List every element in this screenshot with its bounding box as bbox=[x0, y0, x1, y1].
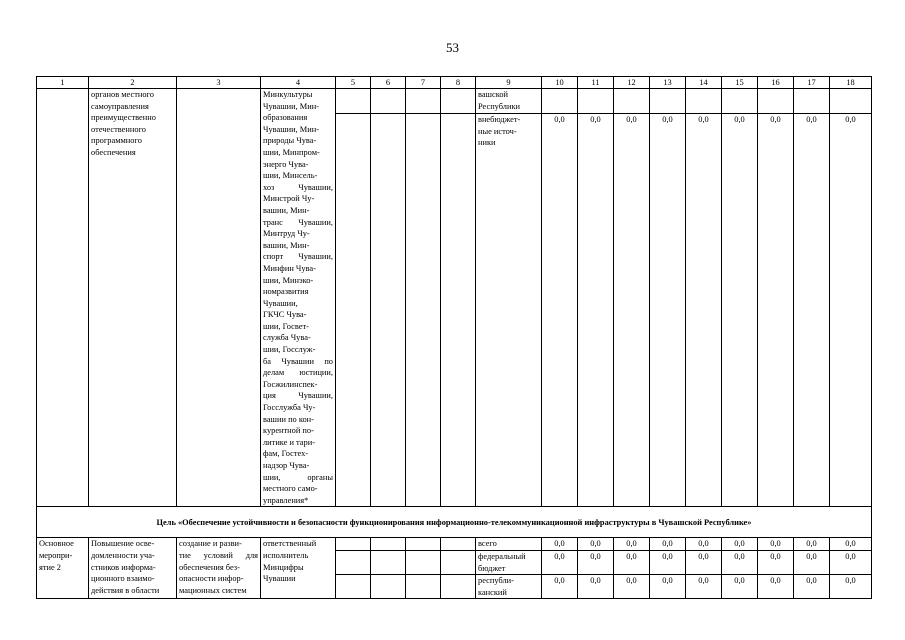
empty-cell bbox=[614, 89, 650, 114]
empty-cell bbox=[177, 89, 261, 507]
value-cell: 0,0 bbox=[686, 550, 722, 574]
goal-row bbox=[37, 507, 872, 538]
empty-cell bbox=[336, 89, 371, 114]
purpose-cell: создание и разви- тие условий для обеспечения без- опасности инфор- мационных систем bbox=[177, 538, 261, 599]
empty-cell bbox=[578, 89, 614, 114]
empty-cell bbox=[441, 550, 476, 574]
value-cell: 0,0 bbox=[758, 575, 794, 599]
header-cell: 1 bbox=[37, 77, 89, 89]
value-cell: 0,0 bbox=[686, 575, 722, 599]
value-cell: 0,0 bbox=[614, 575, 650, 599]
header-cell: 17 bbox=[794, 77, 830, 89]
value-cell: 0,0 bbox=[722, 550, 758, 574]
value-cell: 0,0 bbox=[794, 550, 830, 574]
value-cell: 0,0 bbox=[794, 538, 830, 551]
empty-cell bbox=[441, 89, 476, 114]
header-cell: 5 bbox=[336, 77, 371, 89]
header-cell: 4 bbox=[261, 77, 336, 89]
value-cell: 0,0 bbox=[650, 550, 686, 574]
value-cell: 0,0 bbox=[830, 575, 872, 599]
empty-cell bbox=[336, 114, 371, 507]
header-cell: 8 bbox=[441, 77, 476, 89]
measure-name-cell: органов местного самоуправления преимущественно отечественного программного обеспечения bbox=[89, 89, 177, 507]
empty-cell bbox=[336, 575, 371, 599]
source-cell: внебюджет- ные источ- ники bbox=[476, 114, 542, 507]
value-cell: 0,0 bbox=[830, 114, 872, 507]
header-cell: 18 bbox=[830, 77, 872, 89]
empty-cell bbox=[371, 89, 406, 114]
header-cell: 11 bbox=[578, 77, 614, 89]
value-cell: 0,0 bbox=[758, 538, 794, 551]
measure-name-cell: Повышение осве- домленности уча- стников информа- ционного взаимо- действия в области bbox=[89, 538, 177, 599]
page-number: 53 bbox=[446, 40, 459, 55]
source-cell: вашской Республики bbox=[476, 89, 542, 114]
empty-cell bbox=[650, 89, 686, 114]
empty-cell bbox=[336, 538, 371, 551]
value-cell: 0,0 bbox=[614, 550, 650, 574]
value-cell: 0,0 bbox=[542, 538, 578, 551]
empty-cell bbox=[371, 538, 406, 551]
empty-cell bbox=[371, 114, 406, 507]
empty-cell bbox=[441, 538, 476, 551]
value-cell: 0,0 bbox=[830, 538, 872, 551]
source-cell: республи- канский bbox=[476, 575, 542, 599]
empty-cell bbox=[542, 89, 578, 114]
goal-heading: Цель «Обеспечение устойчивности и безопасности функционирования информационно-телекоммуникационной инфраструктуры в Чувашской Республике» bbox=[37, 507, 872, 538]
header-cell: 14 bbox=[686, 77, 722, 89]
empty-cell bbox=[371, 550, 406, 574]
value-cell: 0,0 bbox=[614, 538, 650, 551]
empty-cell bbox=[794, 89, 830, 114]
header-cell: 12 bbox=[614, 77, 650, 89]
empty-cell bbox=[37, 89, 89, 507]
value-cell: 0,0 bbox=[794, 575, 830, 599]
empty-cell bbox=[441, 114, 476, 507]
empty-cell bbox=[830, 89, 872, 114]
header-cell: 16 bbox=[758, 77, 794, 89]
header-cell: 7 bbox=[406, 77, 441, 89]
value-cell: 0,0 bbox=[578, 550, 614, 574]
empty-cell bbox=[441, 575, 476, 599]
value-cell: 0,0 bbox=[758, 114, 794, 507]
value-cell: 0,0 bbox=[758, 550, 794, 574]
table-row bbox=[37, 538, 872, 551]
value-cell: 0,0 bbox=[722, 114, 758, 507]
empty-cell bbox=[371, 575, 406, 599]
value-cell: 0,0 bbox=[542, 575, 578, 599]
value-cell: 0,0 bbox=[542, 550, 578, 574]
header-cell: 3 bbox=[177, 77, 261, 89]
value-cell: 0,0 bbox=[542, 114, 578, 507]
value-cell: 0,0 bbox=[650, 114, 686, 507]
value-cell: 0,0 bbox=[794, 114, 830, 507]
value-cell: 0,0 bbox=[578, 538, 614, 551]
source-cell: всего bbox=[476, 538, 542, 551]
header-cell: 6 bbox=[371, 77, 406, 89]
value-cell: 0,0 bbox=[686, 538, 722, 551]
value-cell: 0,0 bbox=[650, 538, 686, 551]
value-cell: 0,0 bbox=[578, 575, 614, 599]
executors-cell: Минкультуры Чувашии, Мин- образования Чувашии, Мин- природы Чува- шии, Минпром- энерго Чува- шии, Минсель- хоз Чувашии, Минстрой Чу- вашии, Мин- транс Чувашии, Минтруд Чу- вашии, Мин- спорт Чувашии, Минфин Чува- шии, Минэко- номразвития Чувашии, ГКЧС Чува- шии, Госвет- служба Чува- шии, Госслуж- ба Чувашии по делам юстиции, Госжилинспек- ция Чувашии, Госслужба Чу- вашии по кон- курентной по- литике и тари- фам, Гостех- надзор Чува- шии, органы местного само- управления* bbox=[261, 89, 336, 507]
header-cell: 13 bbox=[650, 77, 686, 89]
empty-cell bbox=[406, 538, 441, 551]
measure-number-cell: Основное меропри- ятие 2 bbox=[37, 538, 89, 599]
value-cell: 0,0 bbox=[722, 538, 758, 551]
table-row bbox=[37, 89, 872, 114]
value-cell: 0,0 bbox=[722, 575, 758, 599]
empty-cell bbox=[406, 575, 441, 599]
empty-cell bbox=[406, 550, 441, 574]
value-cell: 0,0 bbox=[830, 550, 872, 574]
value-cell: 0,0 bbox=[686, 114, 722, 507]
value-cell: 0,0 bbox=[650, 575, 686, 599]
empty-cell bbox=[686, 89, 722, 114]
empty-cell bbox=[406, 89, 441, 114]
header-cell: 9 bbox=[476, 77, 542, 89]
header-cell: 2 bbox=[89, 77, 177, 89]
header-cell: 15 bbox=[722, 77, 758, 89]
empty-cell bbox=[758, 89, 794, 114]
empty-cell bbox=[722, 89, 758, 114]
source-cell: федеральный бюджет bbox=[476, 550, 542, 574]
header-row bbox=[37, 77, 872, 89]
header-cell: 10 bbox=[542, 77, 578, 89]
executors-cell: ответственный исполнитель Минцифры Чувашии bbox=[261, 538, 336, 599]
financing-table bbox=[36, 76, 872, 599]
value-cell: 0,0 bbox=[578, 114, 614, 507]
empty-cell bbox=[336, 550, 371, 574]
value-cell: 0,0 bbox=[614, 114, 650, 507]
empty-cell bbox=[406, 114, 441, 507]
